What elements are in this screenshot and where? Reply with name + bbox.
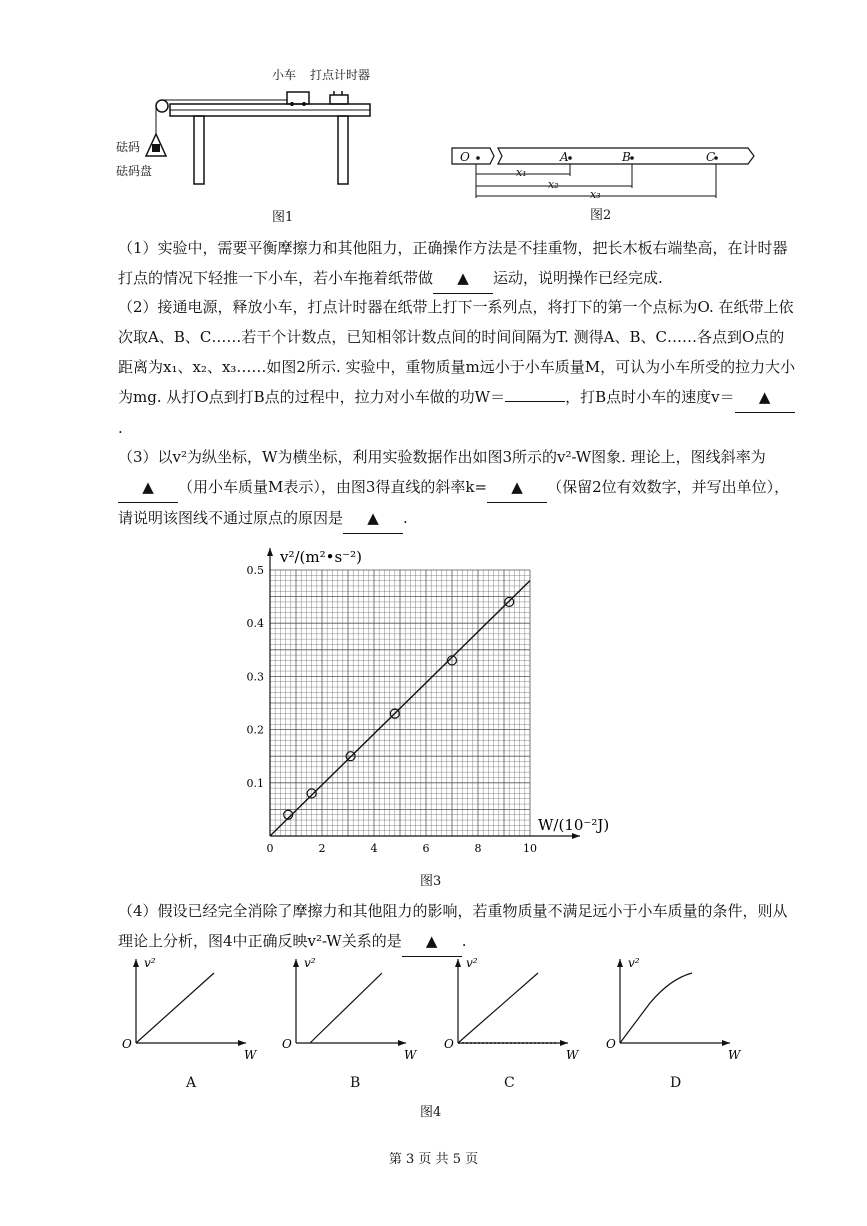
option-c-label[interactable]: C [504, 1075, 515, 1091]
question-4-answer-blank[interactable]: ▲ [402, 926, 462, 957]
label-weight: 砝码 [116, 140, 141, 154]
label-x2: x₂ [548, 178, 559, 191]
figure-3 [230, 540, 630, 890]
figure-2-caption: 图2 [590, 208, 612, 223]
option-b-curve [310, 973, 382, 1043]
label-b: B [622, 150, 631, 164]
point-o [476, 156, 480, 160]
option-origin-label: O [122, 1037, 132, 1051]
question-3-slope-theory-blank[interactable]: ▲ [118, 472, 178, 503]
option-a-curve [136, 973, 214, 1043]
question-3-text-b: （用小车质量M表示），由图3得直线的斜率k= [178, 478, 488, 496]
option-y-label: v² [628, 956, 640, 970]
y-tick-label: 0.5 [246, 564, 264, 577]
question-4-text-a: 假设已经完全消除了摩擦力和其他阻力的影响，若重物质量不满足远小于小车质量的条件，则从理论上分析，图4中正确反映v²-W关系的是 [118, 902, 788, 950]
label-car: 小车 [272, 68, 297, 82]
question-1-number: （1） [118, 239, 158, 257]
y-tick-label: 0.2 [246, 723, 264, 737]
question-2-text-a: 接通电源，释放小车，打点计时器在纸带上打下一系列点，将打下的第一个点标为O. 在纸带上依次取A、B、C……若干个计数点，已知相邻计数点间的时间间隔为T. 测得A、B、C……各点到O点的距离为x₁、x₂、x₃……如图2所示. 实验中，重物质量m远小于小车质量M，可认为小车所受的拉力大小为mg. 从打O点到打B点的过程中，拉力对小车做的功W＝ [118, 298, 796, 406]
option-origin-label: O [444, 1037, 454, 1051]
option-y-arrow [617, 959, 623, 967]
label-c: C [706, 150, 716, 164]
figure-1-caption: 图1 [272, 210, 294, 225]
x-tick-label: 0 [266, 842, 274, 855]
option-origin-label: O [282, 1037, 292, 1051]
label-timer: 打点计时器 [310, 68, 371, 82]
question-1-answer-blank[interactable]: ▲ [433, 263, 493, 294]
question-3-slope-value-blank[interactable]: ▲ [487, 472, 547, 503]
option-d-label[interactable]: D [670, 1075, 682, 1091]
option-y-arrow [133, 959, 139, 967]
y-axis-label: v²/(m²•s⁻²) [280, 548, 362, 566]
question-2-text-c: . [118, 419, 123, 437]
x-tick-label: 6 [422, 842, 430, 855]
figure-1 [112, 62, 392, 227]
option-x-arrow [398, 1040, 406, 1046]
x-tick-label: 10 [523, 842, 537, 855]
y-axis-arrow [267, 548, 273, 556]
option-d-curve [620, 973, 692, 1043]
question-1-text-b: 运动，说明操作已经完成. [493, 269, 663, 287]
option-y-label: v² [304, 956, 316, 970]
y-tick-label: 0.4 [246, 617, 264, 631]
option-x-label: W [566, 1048, 579, 1062]
label-a: A [560, 150, 569, 164]
option-y-label: v² [144, 956, 156, 970]
option-x-label: W [404, 1048, 417, 1062]
question-2-number: （2） [118, 298, 158, 316]
figure-4-caption: 图4 [420, 1105, 442, 1120]
y-tick-label: 0.3 [246, 670, 264, 684]
figure-3-caption: 图3 [420, 874, 442, 889]
x-tick-label: 8 [474, 842, 482, 855]
option-c-curve [458, 973, 538, 1043]
option-origin-label: O [606, 1037, 616, 1051]
option-graphs [118, 955, 758, 1085]
question-3-text-d: . [403, 509, 408, 527]
option-y-arrow [455, 959, 461, 967]
question-2-velocity-blank[interactable]: ▲ [735, 382, 795, 413]
figure-4 [118, 955, 758, 1125]
page-footer: 第 3 页 共 5 页 [388, 1152, 479, 1167]
y-tick-label: 0.1 [246, 776, 264, 790]
x-tick-label: 2 [318, 842, 326, 855]
question-3-text-a: 以v²为纵坐标，W为横坐标，利用实验数据作出如图3所示的v²-W图象. 理论上，图线斜率为 [157, 448, 766, 466]
option-x-arrow [238, 1040, 246, 1046]
label-x1: x₁ [516, 166, 527, 179]
question-2 [118, 292, 798, 443]
option-x-label: W [244, 1048, 257, 1062]
option-y-arrow [293, 959, 299, 967]
apparatus-diagram [112, 62, 392, 227]
label-o: O [460, 150, 470, 164]
option-x-arrow [722, 1040, 730, 1046]
option-a-label[interactable]: A [186, 1075, 197, 1091]
question-3-number: （3） [118, 448, 158, 466]
option-b-label[interactable]: B [350, 1075, 361, 1091]
question-3-reason-blank[interactable]: ▲ [343, 503, 403, 534]
label-x3: x₃ [590, 188, 601, 201]
question-2-work-blank[interactable] [505, 401, 565, 402]
question-2-text-b: ，打B点时小车的速度v＝ [565, 388, 735, 406]
question-4 [118, 896, 798, 957]
question-1 [118, 233, 798, 294]
figure-2 [448, 140, 758, 225]
v2-w-chart [230, 540, 630, 860]
x-tick-label: 4 [370, 842, 378, 855]
x-axis-label: W/(10⁻²J) [538, 816, 610, 834]
question-1-text-a: 实验中，需要平衡摩擦力和其他阻力，正确操作方法是不挂重物，把长木板右端垫高，在计时器打点的情况下轻推一下小车，若小车拖着纸带做 [118, 239, 788, 287]
chart-grid [270, 570, 530, 836]
option-y-label: v² [466, 956, 478, 970]
label-weight-box: 砝码盘 [116, 164, 153, 178]
question-4-text-b: . [461, 932, 467, 950]
question-3-text-c: （保留2位有效数字，并写出单位），请说明该图线不通过原点的原因是 [118, 478, 790, 527]
option-x-arrow [560, 1040, 568, 1046]
question-3 [118, 442, 798, 534]
question-4-number: （4） [118, 902, 158, 920]
option-x-label: W [728, 1048, 741, 1062]
